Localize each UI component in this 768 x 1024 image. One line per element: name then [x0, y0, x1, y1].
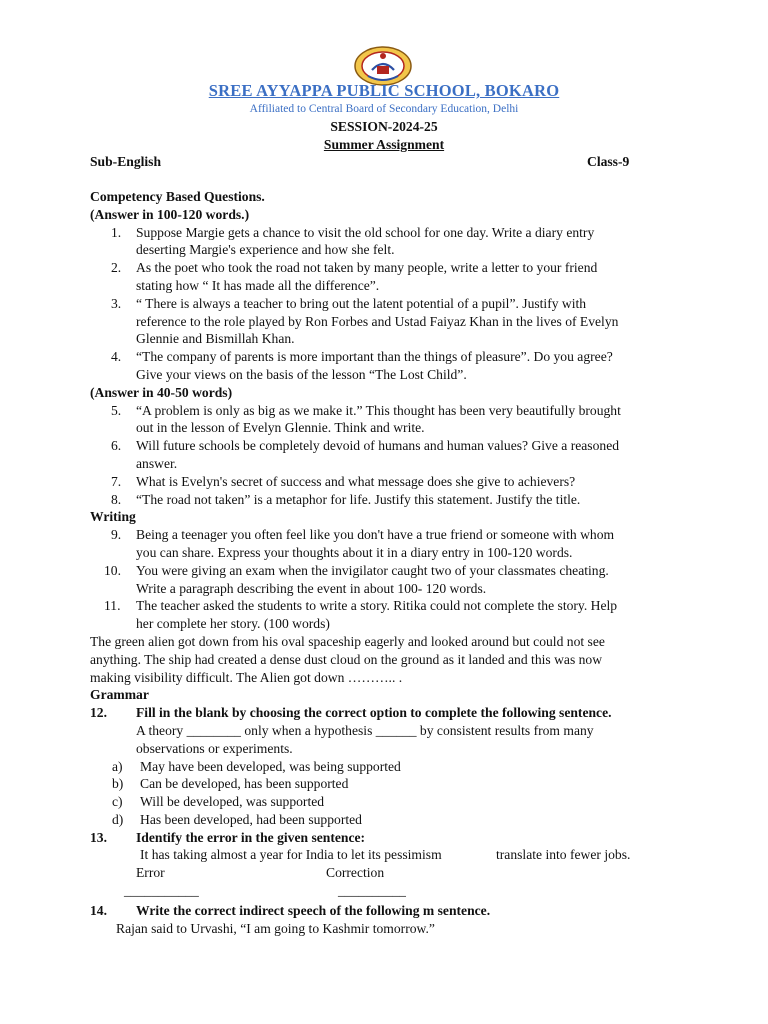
question-13-prompt — [90, 829, 690, 847]
question-number: 3. — [111, 295, 122, 311]
school-name: SREE AYYAPPA PUBLIC SCHOOL, BOKARO — [208, 81, 560, 100]
story-paragraph — [90, 633, 690, 686]
question-8 — [90, 491, 690, 509]
question-number: 1. — [111, 224, 122, 240]
section-title: Writing — [90, 509, 136, 525]
question-line: you can share. Express your thoughts about it in a diary entry in 100-120 words. — [136, 544, 573, 560]
session-label: SESSION-2024-25 — [330, 119, 438, 134]
question-number: 13. — [90, 829, 107, 845]
question-line: “The road not taken” is a metaphor for life. Justify this statement. Justify the title. — [136, 491, 581, 507]
story-line: The green alien got down from his oval spaceship eagerly and looked around but could not see — [90, 633, 605, 649]
correction-blank[interactable]: __________ — [338, 883, 406, 899]
question-line: You were giving an exam when the invigilator caught two of your classmates cheating. — [136, 562, 609, 578]
school-crest-icon — [352, 44, 414, 86]
option-b — [90, 775, 690, 793]
question-line: Being a teenager you often feel like you don't have a true friend or someone with whom — [136, 527, 615, 543]
option-c — [90, 793, 690, 811]
question-line: The teacher asked the students to write a story. Ritika could not complete the story. Help — [136, 598, 618, 614]
question-prompt: Write the correct indirect speech of the following m sentence. — [136, 903, 491, 919]
story-line: making visibility difficult. The Alien got down ……….. . — [90, 669, 403, 685]
option-text: Can be developed, has been supported — [140, 776, 349, 792]
question-number: 14. — [90, 903, 107, 919]
question-10 — [90, 562, 690, 598]
question-line: “ There is always a teacher to bring out the latent potential of a pupil”. Justify with — [136, 295, 587, 311]
question-5 — [90, 402, 690, 438]
question-line: stating how “ It has made all the difference”. — [136, 277, 380, 293]
question-line: reference to the role played by Ron Forbes and Ustad Faiyaz Khan in the lives of Evelyn — [136, 313, 619, 329]
question-line: deserting Margie's experience and how she felt. — [136, 242, 395, 258]
error-label: Error — [136, 865, 165, 881]
question-12-prompt — [90, 704, 690, 722]
question-line: Suppose Margie gets a chance to visit the old school for one day. Write a diary entry — [136, 224, 595, 240]
question-number: 4. — [111, 349, 122, 365]
story-line: anything. The ship had created a dense dust cloud on the ground as it landed and this was now — [90, 651, 603, 667]
question-line: observations or experiments. — [136, 740, 293, 756]
class-label: Class-9 — [587, 154, 630, 169]
subject-label: Sub-English — [90, 154, 162, 169]
question-line: Give your views on the basis of the lesson “The Lost Child”. — [136, 366, 467, 382]
question-line: As the poet who took the road not taken by many people, write a letter to your friend — [136, 260, 598, 276]
correction-label: Correction — [326, 865, 385, 881]
question-line: her complete her story. (100 words) — [136, 616, 330, 632]
question-prompt: Identify the error in the given sentence: — [136, 829, 366, 845]
section-title: Competency Based Questions. — [90, 189, 265, 204]
question-number: 9. — [111, 527, 122, 543]
error-blank[interactable]: ___________ — [124, 883, 199, 899]
option-label: a) — [112, 758, 123, 774]
question-number: 2. — [111, 260, 122, 276]
option-text: Will be developed, was supported — [140, 794, 325, 810]
question-2 — [90, 259, 690, 295]
question-1 — [90, 224, 690, 260]
question-11 — [90, 597, 690, 633]
sentence-part: It has taking almost a year for India to let its pessimism — [140, 847, 442, 863]
question-line: “The company of parents is more important than the things of pleasure”. Do you agree? — [136, 349, 613, 365]
question-line: Glennie and Bismillah Khan. — [136, 331, 295, 347]
section-instruction: (Answer in 40-50 words) — [90, 384, 233, 400]
question-number: 7. — [111, 473, 122, 489]
question-number: 12. — [90, 705, 107, 721]
question-line: answer. — [136, 455, 178, 471]
question-number: 6. — [111, 438, 122, 454]
option-label: b) — [112, 776, 124, 792]
option-d — [90, 811, 690, 829]
option-a — [90, 758, 690, 776]
question-14-prompt — [90, 902, 690, 920]
question-number: 10. — [104, 562, 121, 578]
question-line: A theory ________ only when a hypothesis ______ by consistent results from many — [136, 722, 594, 738]
question-number: 5. — [111, 402, 122, 418]
question-9 — [90, 526, 690, 562]
sentence-part: translate into fewer jobs. — [496, 847, 631, 863]
option-label: c) — [112, 794, 123, 810]
option-text: Has been developed, had been supported — [140, 811, 362, 827]
error-sentence — [90, 846, 690, 864]
question-3 — [90, 295, 690, 348]
question-6 — [90, 437, 690, 473]
option-text: May have been developed, was being supported — [140, 758, 401, 774]
question-line: Will future schools be completely devoid of humans and human values? Give a reasoned — [136, 438, 620, 454]
section-title: Grammar — [90, 687, 149, 703]
question-prompt: Fill in the blank by choosing the correct option to complete the following sentence. — [136, 705, 612, 721]
question-line: “A problem is only as big as we make it.” This thought has been very beautifully brought — [136, 402, 621, 418]
question-line: out in the lesson of Evelyn Glennie. Think and write. — [136, 420, 425, 436]
option-label: d) — [112, 811, 124, 827]
assignment-title: Summer Assignment — [323, 137, 445, 152]
question-number: 11. — [104, 598, 121, 614]
answer-blanks — [90, 882, 690, 898]
question-4 — [90, 348, 690, 384]
question-line: Write a paragraph describing the event in about 100- 120 words. — [136, 580, 487, 596]
question-7 — [90, 473, 690, 491]
question-number: 8. — [111, 491, 122, 507]
error-correction-labels — [90, 864, 690, 882]
assignment-content — [90, 188, 690, 938]
question-line: What is Evelyn's secret of success and what message does she give to achievers? — [136, 473, 576, 489]
section-instruction: (Answer in 100-120 words.) — [90, 206, 250, 222]
affiliation-text: Affiliated to Central Board of Secondary Education, Delhi — [249, 103, 519, 115]
question-sentence: Rajan said to Urvashi, “I am going to Kashmir tomorrow.” — [116, 921, 435, 937]
